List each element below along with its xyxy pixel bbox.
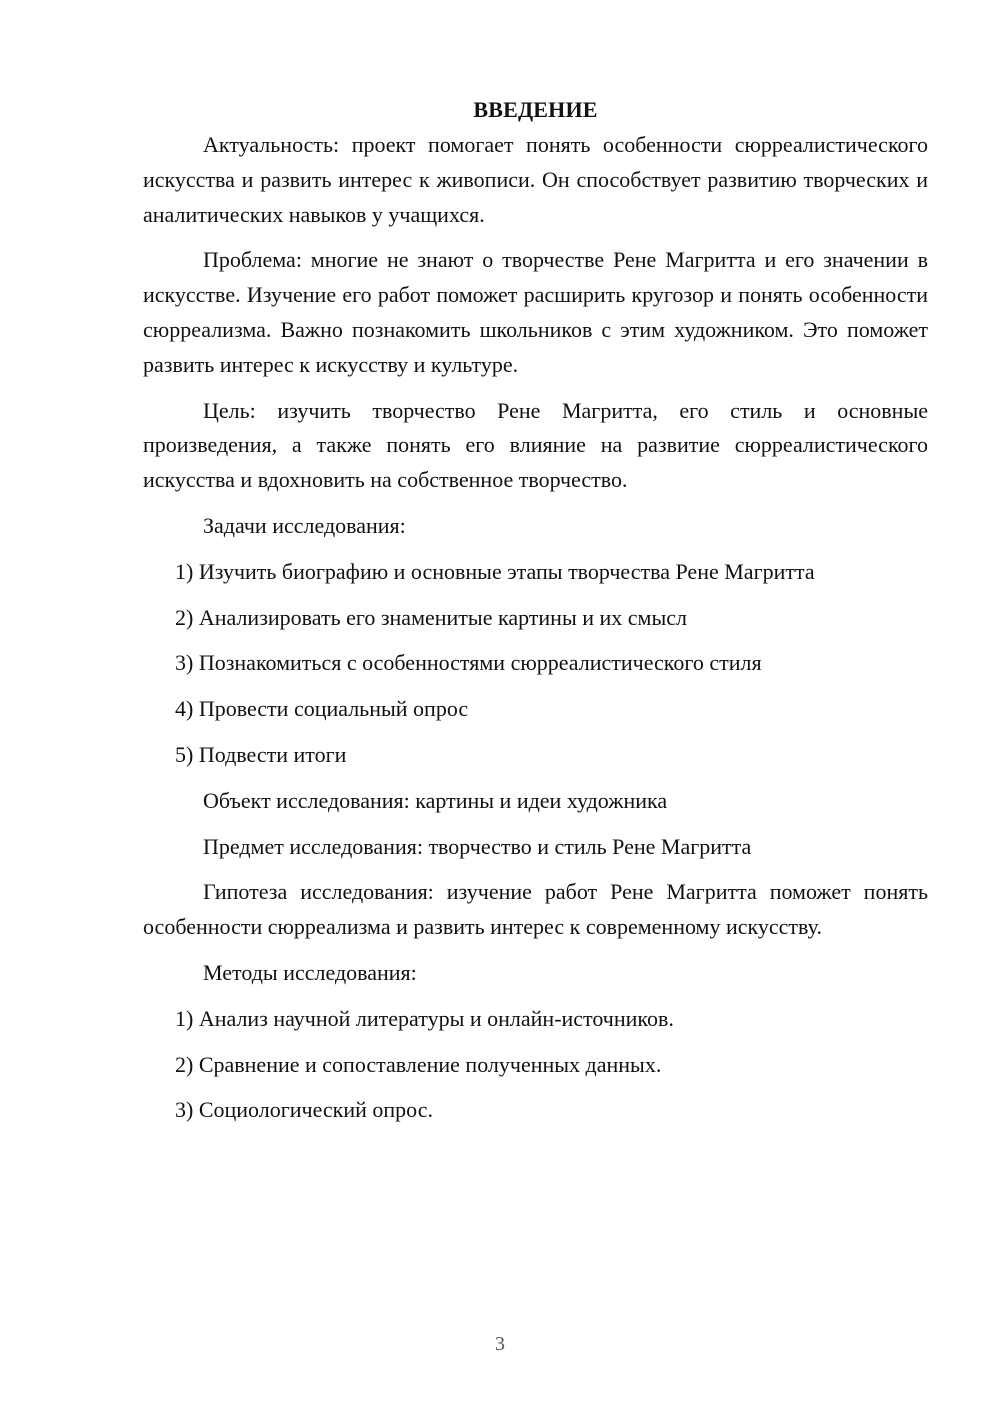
- list-item: 4) Провести социальный опрос: [175, 696, 469, 722]
- tasks-heading: Задачи исследования:: [203, 512, 406, 538]
- problem-paragraph: Проблема: многие не знают о творчестве Рене Магритта и его значении в искусстве. Изучение его работ поможет расширить кругозор и понять особенности сюрреализма. Важно познакомить школьников с этим художником. Это поможет развить интерес к искусству и культуре.: [143, 247, 928, 377]
- document-page: [143, 94, 928, 1139]
- page-number: 3: [495, 1333, 505, 1355]
- goal-paragraph: Цель: изучить творчество Рене Магритта, его стиль и основные произведения, а также понять его влияние на развитие сюрреалистического искусства и вдохновить на собственное творчество.: [143, 397, 928, 493]
- object-line: Объект исследования: картины и идеи художника: [203, 787, 668, 813]
- list-item: 1) Изучить биографию и основные этапы творчества Рене Магритта: [175, 558, 815, 584]
- list-item: 3) Познакомиться с особенностями сюрреалистического стиля: [175, 650, 762, 676]
- list-item: 5) Подвести итоги: [175, 741, 347, 767]
- page-title: ВВЕДЕНИЕ: [473, 97, 598, 122]
- methods-list: [143, 1002, 928, 1128]
- subject-line: Предмет исследования: творчество и стиль Рене Магритта: [203, 833, 752, 859]
- hypothesis-paragraph: Гипотеза исследования: изучение работ Рене Магритта поможет понять особенности сюрреализма и развить интерес к современному искусству.: [143, 879, 928, 940]
- list-item: 1) Анализ научной литературы и онлайн-источников.: [175, 1005, 674, 1031]
- list-item: 2) Анализировать его знаменитые картины и их смысл: [175, 604, 687, 630]
- relevance-paragraph: Актуальность: проект помогает понять особенности сюрреалистического искусства и развить интерес к живописи. Он способствует развитию творческих и аналитических навыков у учащихся.: [143, 132, 928, 227]
- methods-heading: Методы исследования:: [203, 959, 417, 985]
- list-item: 2) Сравнение и сопоставление полученных данных.: [175, 1051, 662, 1077]
- tasks-list: [143, 555, 928, 773]
- list-item: 3) Социологический опрос.: [175, 1097, 433, 1123]
